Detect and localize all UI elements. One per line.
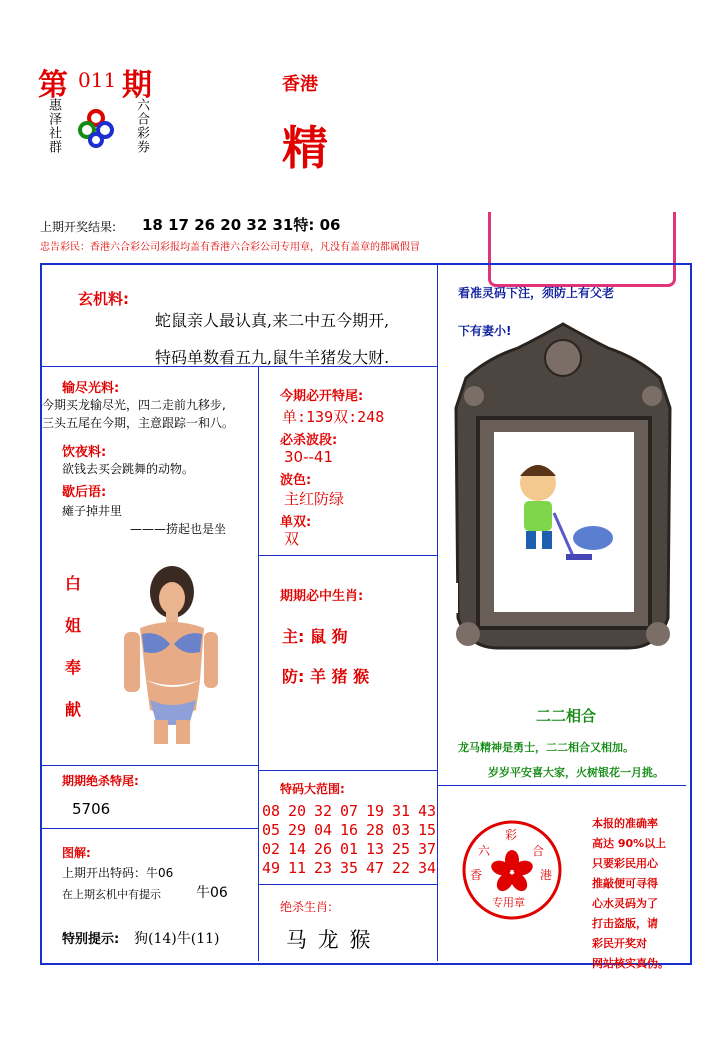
baijie-char: 姐 xyxy=(65,616,82,635)
seal-top: 彩 xyxy=(505,828,518,842)
juesha-tail-value: 5706 xyxy=(72,800,111,818)
xuanji-line2: 特码单数看五九,鼠牛羊猪发大财. xyxy=(155,348,390,367)
range-number: 32 xyxy=(314,802,333,820)
warning-text: 忠告彩民：香港六合彩公司彩报均盖有香港六合彩公司专用章，凡没有盖章的都属假冒 xyxy=(40,242,420,253)
bosha-value: 30--41 xyxy=(284,448,333,466)
range-number: 02 xyxy=(262,840,281,858)
seal-right: 合 xyxy=(532,844,545,858)
results-label: 上期开奖结果: xyxy=(40,220,117,234)
baijie-char: 献 xyxy=(65,700,82,719)
special-value: 狗(14)牛(11) xyxy=(134,931,220,947)
zhongsx-title: 期期必中生肖: xyxy=(280,589,364,604)
verse-2: 岁岁平安喜大家，火树银花一月挑。 xyxy=(488,766,664,779)
range-number: 11 xyxy=(288,859,307,877)
shujin-line2: 三头五尾在今期，主意跟踪一和八。 xyxy=(42,416,235,430)
xiehouyu-line2: ———捞起也是坐 xyxy=(130,522,227,536)
seal-mid-left: 香 xyxy=(470,868,483,882)
bose-value: 主红防绿 xyxy=(284,490,345,508)
range-number: 23 xyxy=(314,859,333,877)
seal-mid-right: 港 xyxy=(540,868,553,882)
accuracy-line: 打击盗版，请 xyxy=(592,917,658,930)
range-number: 03 xyxy=(392,821,411,839)
accuracy-block xyxy=(592,814,669,974)
baijie-char: 白 xyxy=(65,574,82,593)
range-number: 26 xyxy=(314,840,333,858)
ornate-frame-image xyxy=(438,318,688,658)
seal-bottom: 专用章 xyxy=(492,896,525,909)
xiehouyu-title: 歇后语: xyxy=(62,485,107,500)
tujie-line1: 上期开出特码：牛06 xyxy=(62,866,174,880)
range-number: 05 xyxy=(262,821,281,839)
range-number: 37 xyxy=(418,840,437,858)
zhongsx-main: 主: 鼠 狗 xyxy=(282,627,348,646)
range-number: 19 xyxy=(366,802,385,820)
zhongsx-fang: 防: 羊 猪 猴 xyxy=(282,667,370,686)
range-number: 01 xyxy=(340,840,359,858)
issue-suffix: 期 xyxy=(122,68,152,103)
bosha-title: 必杀波段: xyxy=(280,433,338,448)
range-number: 47 xyxy=(366,859,385,877)
special-label: 特别提示: xyxy=(62,932,120,947)
range-number: 28 xyxy=(366,821,385,839)
right-vertical-text: 六合彩券 xyxy=(134,98,149,154)
xuanji-line1: 蛇鼠亲人最认真,来二中五今期开, xyxy=(155,311,390,330)
range-number: 20 xyxy=(288,802,307,820)
xiehouyu-line1: 瘫子掉井里 xyxy=(62,504,123,518)
accuracy-line: 只要彩民用心 xyxy=(592,857,658,870)
range-number: 16 xyxy=(340,821,359,839)
hk-label: 香港 xyxy=(282,74,318,95)
ds-title: 单双: xyxy=(280,515,312,530)
range-number: 29 xyxy=(288,821,307,839)
range-number: 04 xyxy=(314,821,333,839)
range-number: 49 xyxy=(262,859,281,877)
issue-number: 011 xyxy=(78,68,117,92)
frame-cover xyxy=(438,583,458,613)
yinliao-title: 饮夜料: xyxy=(62,445,107,460)
lottery-logo-icon xyxy=(78,108,114,148)
accuracy-line: 推敲便可寻得 xyxy=(592,877,658,890)
bose-title: 波色: xyxy=(280,473,312,488)
left-vertical-text: 惠泽社群 xyxy=(46,98,61,154)
range-number: 25 xyxy=(392,840,411,858)
range-number: 34 xyxy=(418,859,437,877)
range-number: 15 xyxy=(418,821,437,839)
seal-left: 六 xyxy=(478,844,491,858)
issue-prefix: 第 xyxy=(38,68,68,103)
verse-1: 龙马精神是勇士，二二相合又相加。 xyxy=(458,741,634,754)
bijie-title: 今期必开特尾: xyxy=(280,389,364,404)
range-number: 13 xyxy=(366,840,385,858)
accuracy-line: 心水灵码为了 xyxy=(592,897,658,910)
accuracy-line: 网站核实真伪。 xyxy=(592,957,669,970)
range-number: 22 xyxy=(392,859,411,877)
juesha-sx-value: 马 龙 猴 xyxy=(286,928,373,952)
accuracy-line: 彩民开奖对 xyxy=(592,937,647,950)
range-number: 07 xyxy=(340,802,359,820)
range-number: 35 xyxy=(340,859,359,877)
accuracy-line: 本报的准确率 xyxy=(592,817,658,830)
official-seal xyxy=(460,818,564,922)
right-title: 看准灵码下注，须防上有父老 xyxy=(458,286,615,300)
baijie-char: 奉 xyxy=(65,658,82,677)
range-number: 08 xyxy=(262,802,281,820)
range-number: 43 xyxy=(418,802,437,820)
bijie-danshuang: 单:139双:248 xyxy=(282,408,385,426)
shujin-line1: 今期买龙输尽光，四二走前九移步, xyxy=(42,398,226,412)
shujin-title: 输尽光料: xyxy=(62,381,120,396)
baijie-vertical xyxy=(65,563,85,731)
xuanji-title: 玄机料: xyxy=(78,290,129,308)
range-number: 31 xyxy=(392,802,411,820)
right-subtitle: 下有妻小! xyxy=(458,324,512,338)
accuracy-line: 高达 90%以上 xyxy=(592,837,667,850)
relation-title: 二二相合 xyxy=(536,707,597,725)
tujie-title: 图解: xyxy=(62,846,91,860)
results-numbers: 18 17 26 20 32 31特: 06 xyxy=(142,216,341,234)
yinliao-text: 欲钱去买会跳舞的动物。 xyxy=(62,462,195,476)
model-photo xyxy=(120,560,220,744)
tujie-line2-value: 牛06 xyxy=(196,885,228,901)
main-title-char: 精 xyxy=(282,121,328,175)
juesha-sx-title: 绝杀生肖: xyxy=(280,900,333,914)
ds-value: 双 xyxy=(284,530,300,548)
range-title: 特码大范围: xyxy=(280,782,345,796)
juesha-tail-title: 期期绝杀特尾: xyxy=(62,774,139,788)
tujie-line2: 在上期玄机中有提示 xyxy=(62,888,161,901)
range-grid xyxy=(262,802,442,877)
range-number: 14 xyxy=(288,840,307,858)
